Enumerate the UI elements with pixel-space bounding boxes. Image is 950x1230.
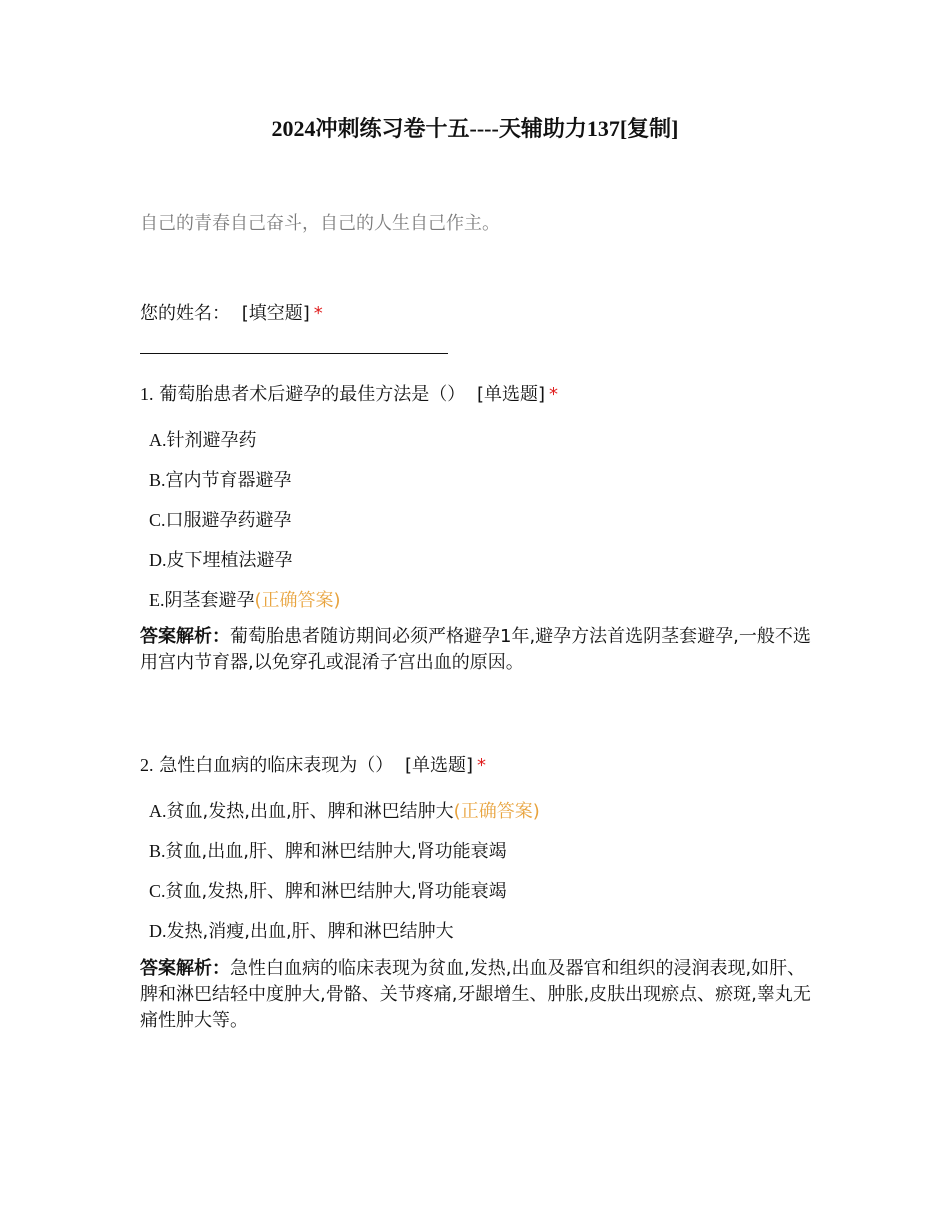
question-number: 2.	[140, 755, 154, 775]
question-type: [单选题]	[476, 384, 546, 405]
q1-option-d[interactable]: D.皮下埋植法避孕	[149, 550, 293, 571]
q2-option-b[interactable]: B.贫血,出血,肝、脾和淋巴结肿大,肾功能衰竭	[149, 841, 507, 862]
page-subtitle: 自己的青春自己奋斗，自己的人生自己作主。	[140, 213, 500, 234]
question-2	[140, 751, 486, 777]
correct-answer-tag: (正确答案)	[453, 801, 540, 822]
correct-answer-tag: (正确答案)	[254, 590, 341, 611]
name-question-label: 您的姓名：	[140, 303, 230, 324]
analysis-text: 葡萄胎患者随访期间必须严格避孕1年,避孕方法首选阴茎套避孕,一般不选用宫内节育器,以免穿孔或混淆子宫出血的原因。	[140, 626, 811, 673]
question-text: 葡萄胎患者术后避孕的最佳方法是（）	[159, 384, 466, 405]
q1-option-e[interactable]: E.阴茎套避孕(正确答案)	[149, 590, 341, 611]
q1-option-c[interactable]: C.口服避孕药避孕	[149, 510, 292, 531]
q2-option-a[interactable]: A.贫血,发热,出血,肝、脾和淋巴结肿大(正确答案)	[149, 801, 540, 822]
question-1	[140, 380, 558, 406]
q2-option-d[interactable]: D.发热,消瘦,出血,肝、脾和淋巴结肿大	[149, 921, 454, 942]
q1-option-b[interactable]: B.宫内节育器避孕	[149, 470, 292, 491]
q1-option-a[interactable]: A.针剂避孕药	[149, 430, 257, 451]
q2-analysis	[140, 956, 820, 1034]
q1-analysis	[140, 624, 820, 676]
q2-option-c[interactable]: C.贫血,发热,肝、脾和淋巴结肿大,肾功能衰竭	[149, 881, 507, 902]
analysis-label: 答案解析：	[140, 626, 230, 647]
analysis-text: 急性白血病的临床表现为贫血,发热,出血及器官和组织的浸润表现,如肝、脾和淋巴结轻中度肿大,骨骼、关节疼痛,牙龈增生、肿胀,皮肤出现瘀点、瘀斑,睾丸无痛性肿大等。	[140, 958, 811, 1031]
question-type: [单选题]	[404, 755, 474, 776]
question-text: 急性白血病的临床表现为（）	[159, 755, 394, 776]
name-question	[140, 299, 323, 325]
required-mark: *	[549, 384, 559, 405]
name-question-type: [填空题]	[241, 303, 310, 324]
name-answer-line[interactable]	[140, 353, 448, 354]
page-title: 2024冲刺练习卷十五----天辅助力137[复制]	[271, 116, 679, 141]
required-mark: *	[477, 755, 487, 776]
question-number: 1.	[140, 384, 154, 404]
analysis-label: 答案解析：	[140, 958, 230, 979]
required-mark: *	[313, 303, 323, 324]
